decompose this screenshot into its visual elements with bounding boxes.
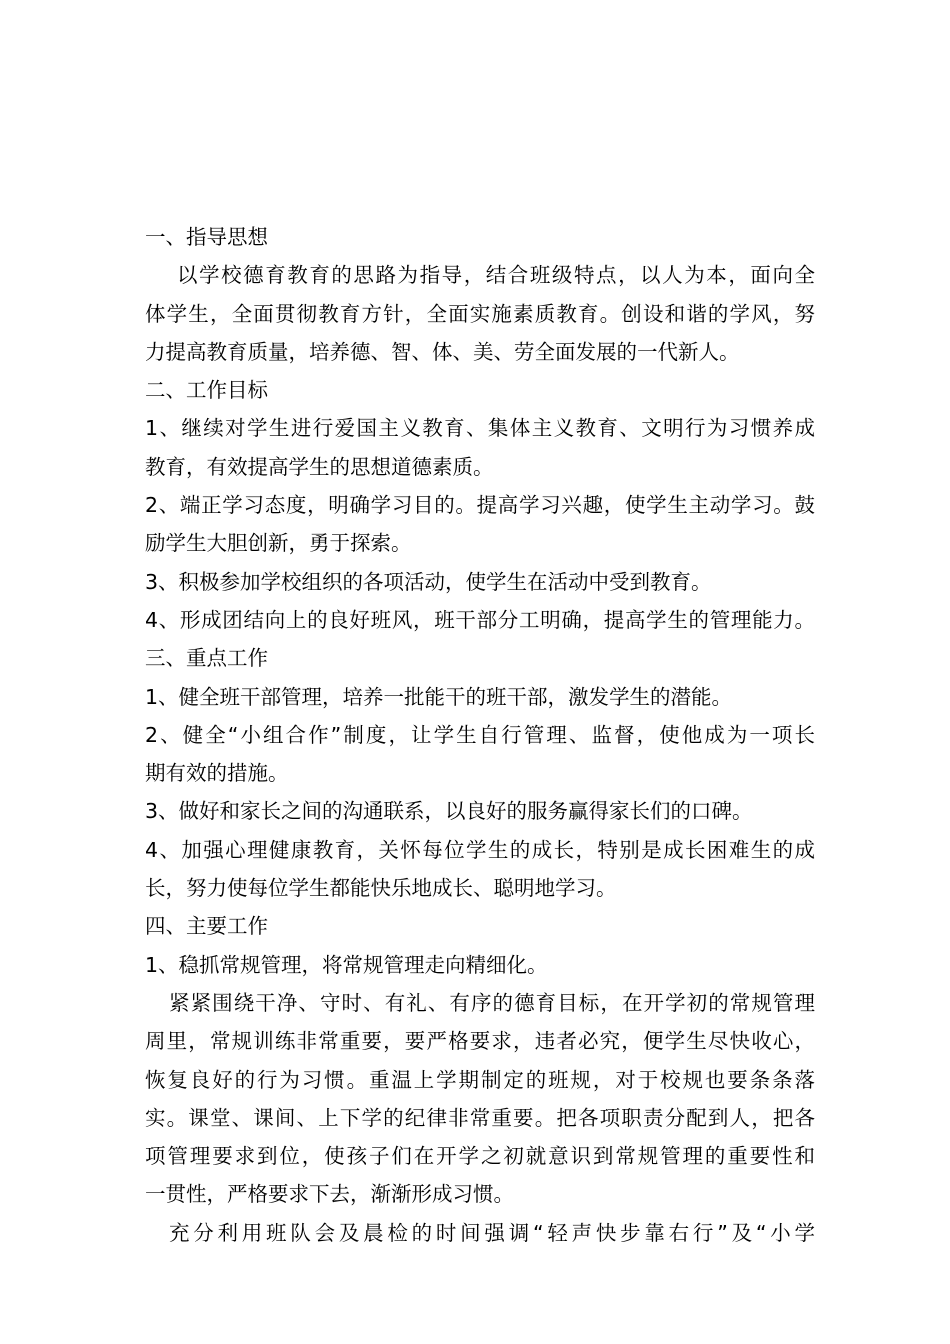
paragraph-line: 力提高教育质量，培养德、智、体、美、劳全面发展的一代新人。 (145, 339, 740, 364)
list-item-line: 3、做好和家长之间的沟通联系，以良好的服务赢得家长们的口碑。 (145, 799, 753, 824)
section-heading-guiding-ideology: 一、指导思想 (145, 225, 268, 249)
paragraph-line: 周里，常规训练非常重要，要严格要求，违者必究，便学生尽快收心， (145, 1029, 815, 1054)
list-item-line: 教育，有效提高学生的思想道德素质。 (145, 454, 494, 479)
list-item-line: 1、稳抓常规管理，将常规管理走向精细化。 (145, 952, 548, 977)
paragraph-line: 紧紧围绕干净、守时、有礼、有序的德育目标，在开学初的常规管理 (169, 990, 815, 1015)
paragraph-line: 实。课堂、课间、上下学的纪律非常重要。把各项职责分配到人，把各 (145, 1105, 815, 1130)
paragraph-line: 体学生，全面贯彻教育方针，全面实施素质教育。创设和谐的学风，努 (145, 301, 815, 326)
paragraph-line: 充分利用班队会及晨检的时间强调“轻声快步靠右行”及“小学 (169, 1220, 815, 1245)
list-item-line: 3、积极参加学校组织的各项活动，使学生在活动中受到教育。 (145, 569, 712, 594)
section-heading-key-work: 三、重点工作 (145, 646, 268, 671)
paragraph-line: 项管理要求到位，使孩子们在开学之初就意识到常规管理的重要性和 (145, 1144, 815, 1169)
document-body (145, 218, 815, 1252)
list-item-line: 1、继续对学生进行爱国主义教育、集体主义教育、文明行为习惯养成 (145, 416, 815, 441)
list-item-line: 4、形成团结向上的良好班风，班干部分工明确，提高学生的管理能力。 (145, 607, 815, 632)
list-item-line: 期有效的措施。 (145, 761, 289, 786)
list-item-line: 4、加强心理健康教育，关怀每位学生的成长，特别是成长困难生的成 (145, 837, 815, 862)
list-item-line: 2、健全“小组合作”制度，让学生自行管理、监督，使他成为一项长 (145, 722, 815, 747)
list-item-line: 1、健全班干部管理，培养一批能干的班干部，激发学生的潜能。 (145, 684, 733, 709)
paragraph-line: 以学校德育教育的思路为指导，结合班级特点，以人为本，面向全 (177, 263, 815, 288)
list-item-line: 2、端正学习态度，明确学习目的。提高学习兴趣，使学生主动学习。鼓 (145, 493, 815, 518)
section-heading-main-work: 四、主要工作 (145, 914, 268, 939)
section-heading-work-goals: 二、工作目标 (145, 378, 268, 403)
list-item-line: 励学生大胆创新，勇于探索。 (145, 531, 412, 556)
paragraph-line: 恢复良好的行为习惯。重温上学期制定的班规，对于校规也要条条落 (145, 1067, 815, 1092)
paragraph-line: 一贯性，严格要求下去，渐渐形成习惯。 (145, 1182, 514, 1207)
list-item-line: 长，努力使每位学生都能快乐地成长、聪明地学习。 (145, 876, 617, 901)
